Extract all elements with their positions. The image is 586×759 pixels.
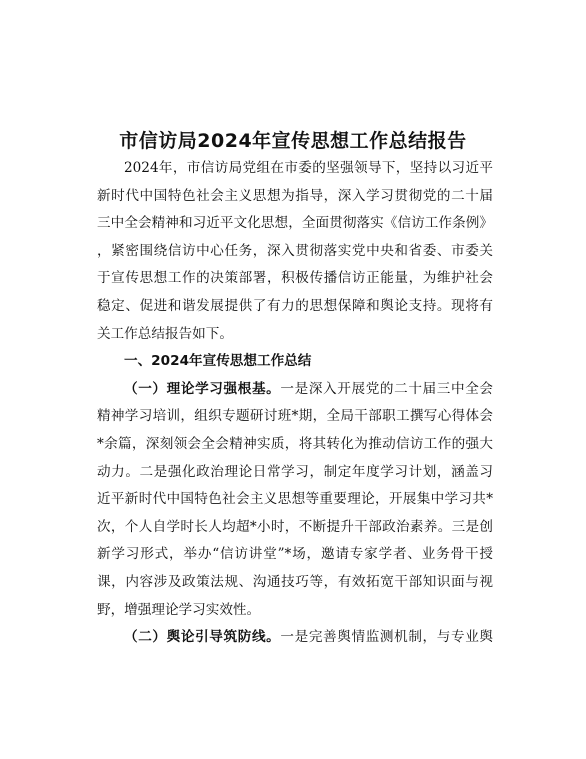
sub2-heading: （二）舆论引导筑防线。 [124, 629, 281, 646]
intro-line-2: 新时代中国特色社会主义思想为指导，深入学习贯彻党的二十届 [97, 187, 493, 204]
sub1-line-1: 精神学习培训，组织专题研讨班*期，全局干部职工撰写心得体会 [97, 408, 493, 425]
intro-line-1: 2024年，市信访局党组在市委的坚强领导下，坚持以习近平 [124, 160, 493, 176]
sub1-line-6: 新学习形式，举办“信访讲堂”*场，邀请专家学者、业务骨干授 [97, 546, 493, 563]
sub1-line-7: 课，内容涉及政策法规、沟通技巧等，有效拓宽干部知识面与视 [97, 573, 493, 590]
sub1-first-rest: 一是深入开展党的二十届三中全会 [280, 380, 493, 397]
intro-line-3: 三中全会精神和习近平文化思想，全面贯彻落实《信访工作条例》 [97, 215, 493, 232]
intro-line-7: 关工作总结报告如下。 [97, 325, 233, 342]
sub1-line-4: 近平新时代中国特色社会主义思想等重要理论，开展集中学习共* [97, 491, 493, 508]
intro-line-4: ，紧密围绕信访中心任务，深入贯彻落实党中央和省委、市委关 [97, 242, 493, 259]
sub1-line-8: 野，增强理论学习实效性。 [97, 601, 261, 618]
sub2-first-rest: 一是完善舆情监测机制，与专业舆 [280, 629, 493, 646]
document-body [97, 155, 493, 652]
intro-line-5: 于宣传思想工作的决策部署，积极传播信访正能量，为维护社会 [97, 270, 493, 287]
section-heading-1: 一、2024年宣传思想工作总结 [124, 353, 312, 370]
sub1-heading: （一）理论学习强根基。 [124, 380, 281, 397]
intro-line-6: 稳定、促进和谐发展提供了有力的思想保障和舆论支持。现将有 [97, 297, 493, 314]
sub2-first-line [97, 624, 493, 652]
document-title: 市信访局2024年宣传思想工作总结报告 [119, 130, 467, 152]
sub1-first-line [97, 376, 493, 404]
sub1-line-5: 次，个人自学时长人均超*小时，不断提升干部政治素养。三是创 [97, 518, 493, 535]
sub1-line-2: *余篇，深刻领会全会精神实质，将其转化为推动信访工作的强大 [97, 435, 493, 452]
sub1-line-3: 动力。二是强化政治理论日常学习，制定年度学习计划，涵盖习 [97, 463, 493, 480]
